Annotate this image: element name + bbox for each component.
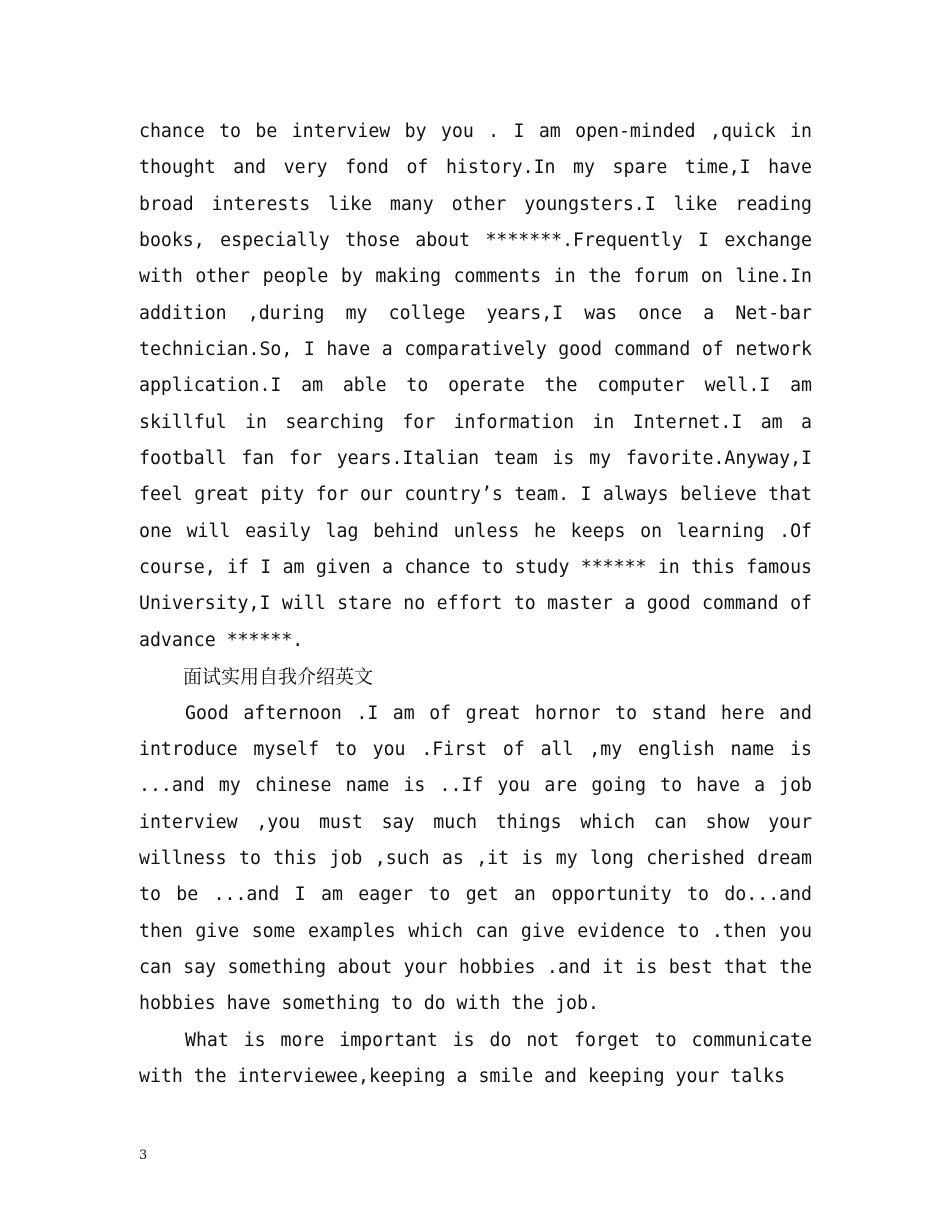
section-heading: 面试实用自我介绍英文 <box>183 666 374 689</box>
paragraph-continuation: chance to be interview by you . I am open-minded ,quick in thought and very fond of history.In my spare time,I have broad interests like many other youngsters.I like reading books, especially those about *******.Frequently I exchange with other people by making comments in the forum on line.In addition ,during my college years,I was once a Net-bar technician.So, I have a comparatively good command of network application.I am able to operate the computer well.I am skillful in searching for information in Internet.I am a football fan for years.Italian team is my favorite.Anyway,I feel great pity for our country’s team. I always believe that one will easily lag behind unless he keeps on learning .Of course, if I am given a chance to study ****** in this famous University,I will stare no effort to master a good command of advance ******. <box>139 121 812 651</box>
page-number: 3 <box>139 1148 148 1163</box>
paragraph-good-afternoon: Good afternoon .I am of great hornor to stand here and introduce myself to you .First of all ,my english name is ...and my chinese name is ..If you are going to have a job interview ,you must say much things which can show your willness to this job ,such as ,it is my long cherished dream to be ...and I am eager to get an opportunity to do...and then give some examples which can give evidence to .then you can say something about your hobbies .and it is best that the hobbies have something to do with the job. <box>139 702 812 1015</box>
paragraph-what-is-more-important: What is more important is do not forget to communicate with the interviewee,keeping a smile and keeping your talks <box>139 1029 812 1087</box>
text-column <box>139 114 812 1095</box>
